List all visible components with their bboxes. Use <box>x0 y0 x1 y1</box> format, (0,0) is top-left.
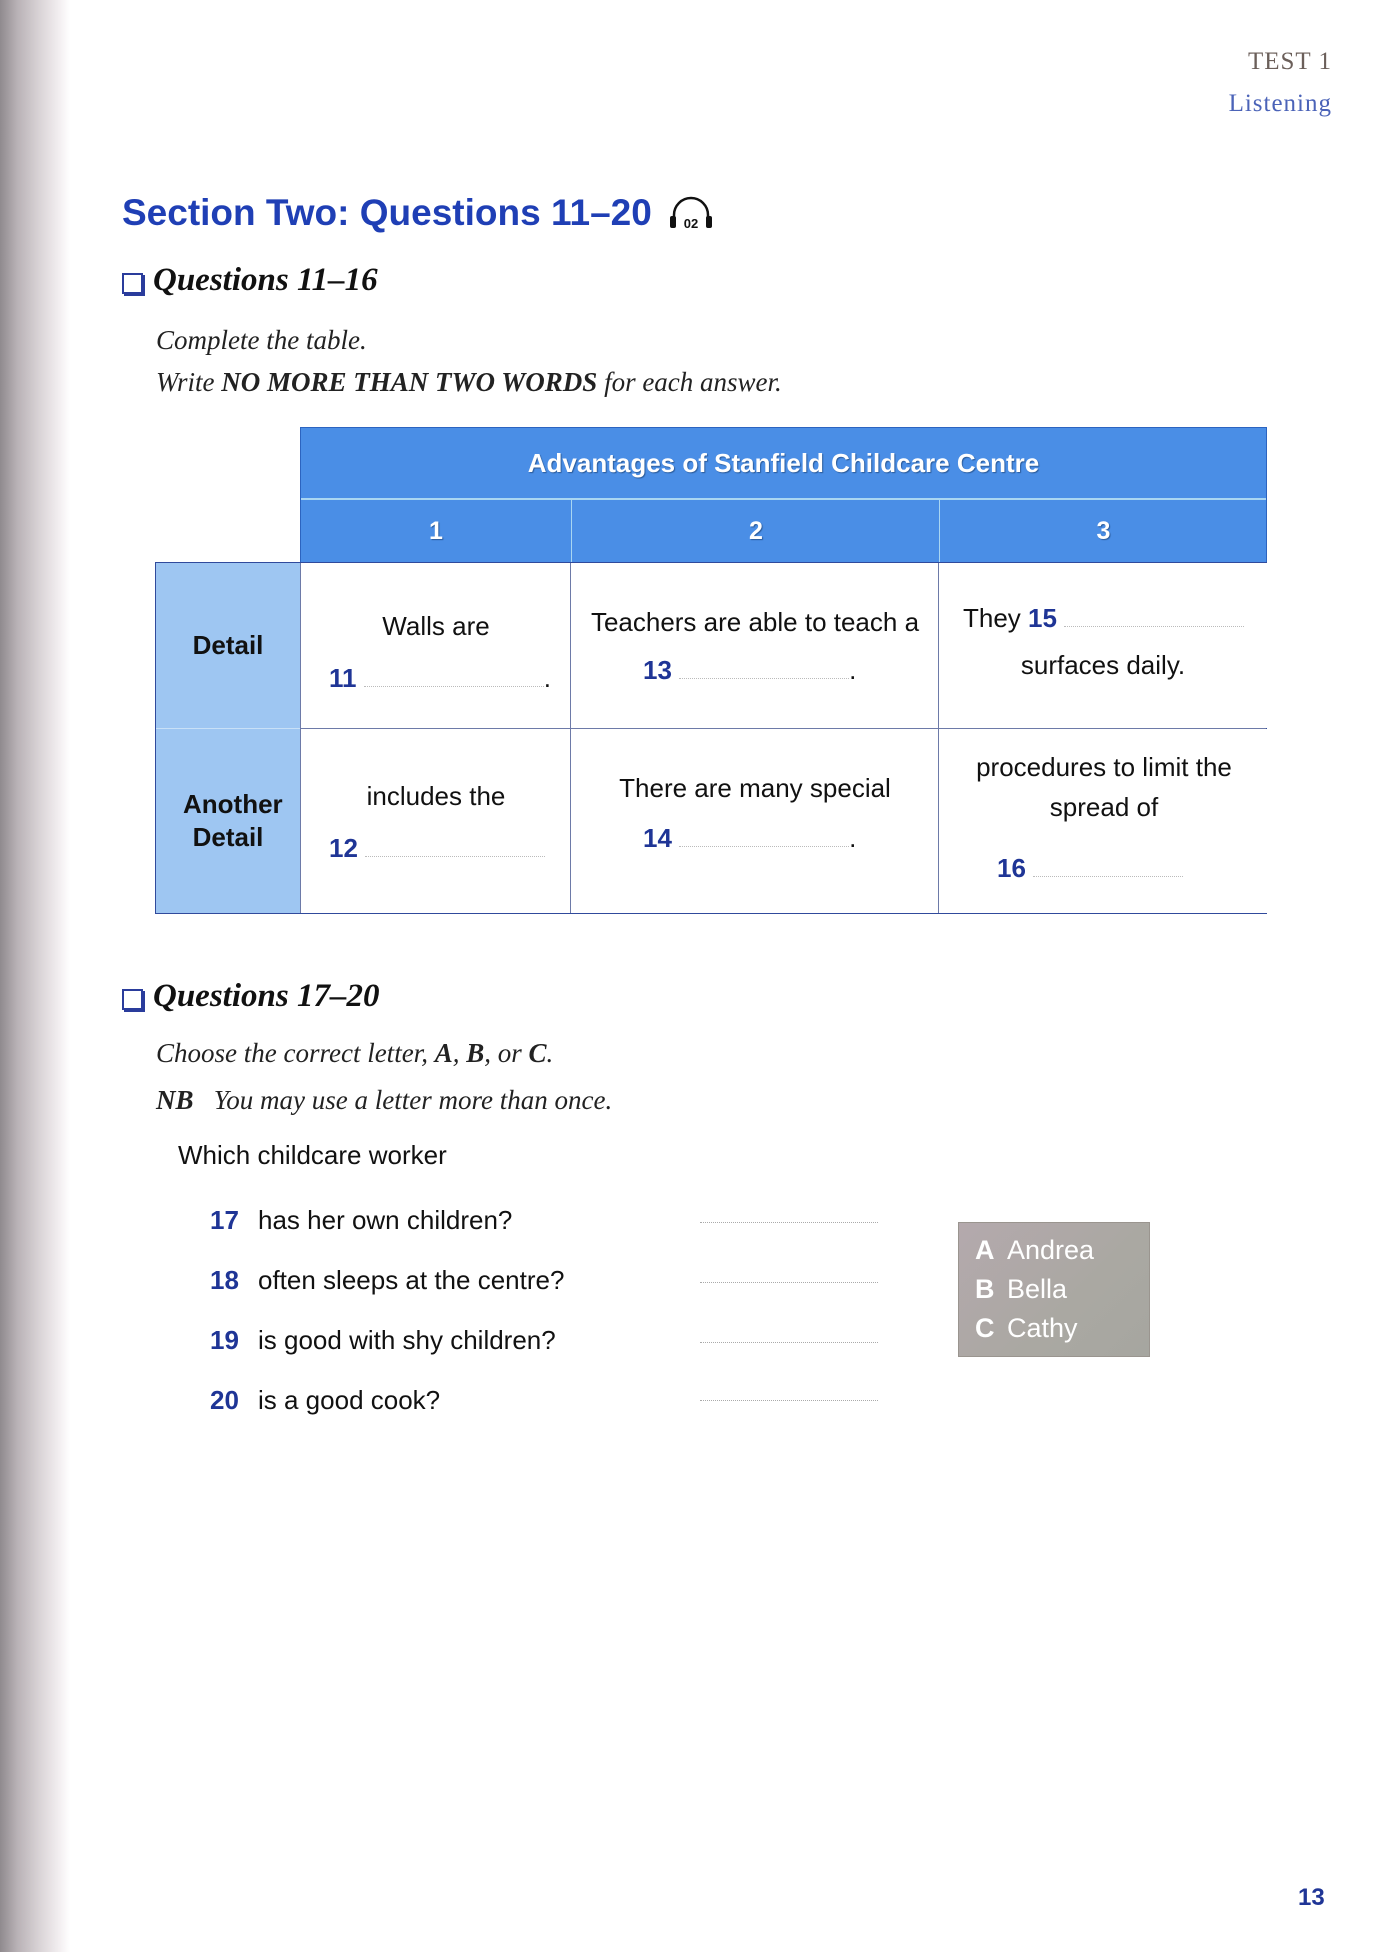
table-body <box>155 562 1267 914</box>
question-20: 20 is a good cook? <box>210 1385 441 1415</box>
question-19: 19 is good with shy children? <box>210 1325 556 1355</box>
row-header-detail: Detail <box>156 563 300 729</box>
answer-line-17[interactable] <box>700 1222 878 1223</box>
column-header-3: 3 <box>939 500 1267 563</box>
question-17: 17 has her own children? <box>210 1205 513 1235</box>
svg-text:02: 02 <box>683 216 699 231</box>
table-header <box>300 427 1267 564</box>
test-label: TEST 1 <box>1247 48 1332 75</box>
column-header-2: 2 <box>571 500 940 563</box>
question-18: 18 often sleeps at the centre? <box>210 1265 565 1295</box>
table-cell-1-1: Walls are 11 . <box>300 563 571 728</box>
section-label: Listening <box>1228 90 1332 117</box>
headphones-icon[interactable] <box>668 195 714 231</box>
section-title-text: Section Two: Questions 11–20 <box>122 192 652 233</box>
option-b: B Bella <box>975 1274 1068 1304</box>
answer-blank-16[interactable] <box>1033 875 1183 877</box>
answer-line-19[interactable] <box>700 1342 878 1343</box>
book-spine-shadow <box>0 0 70 1952</box>
heading-text: Questions 17–20 <box>153 978 380 1014</box>
answer-blank-14[interactable] <box>679 845 849 847</box>
option-a: A Andrea <box>975 1235 1095 1265</box>
answer-blank-11[interactable] <box>364 685 544 687</box>
table-title: Advantages of Stanfield Childcare Centre <box>301 428 1266 500</box>
table-cell-2-2: There are many special 14 . <box>570 729 939 913</box>
questions-17-20-heading <box>122 978 379 1015</box>
heading-text: Questions 11–16 <box>153 262 378 298</box>
checkbox-icon <box>122 989 143 1010</box>
option-c: C Cathy <box>975 1313 1078 1343</box>
page-number: 13 <box>1298 1884 1325 1911</box>
answer-line-18[interactable] <box>700 1282 878 1283</box>
table-cell-1-2: Teachers are able to teach a 13 . <box>570 563 939 728</box>
row-header-another-detail: Another Detail <box>156 729 300 913</box>
section-title <box>122 192 714 234</box>
answer-line-20[interactable] <box>700 1400 878 1401</box>
column-header-1: 1 <box>429 517 443 545</box>
answer-blank-12[interactable] <box>365 855 545 857</box>
answer-blank-13[interactable] <box>679 677 849 679</box>
answer-blank-15[interactable] <box>1064 625 1244 627</box>
table-cell-1-3: They 15 surfaces daily. <box>938 563 1267 728</box>
options-box <box>958 1222 1150 1357</box>
question-stem: Which childcare worker <box>178 1140 447 1170</box>
instruction-choose-letter: Choose the correct letter, A, B, or C. <box>156 1038 554 1068</box>
table-cell-2-1: includes the 12 <box>300 729 571 913</box>
instruction-complete-table: Complete the table. <box>156 325 367 355</box>
instruction-word-limit: Write NO MORE THAN TWO WORDS for each answer. <box>156 367 782 397</box>
questions-11-16-heading <box>122 262 378 299</box>
table-cell-2-3: procedures to limit the spread of 16 <box>938 729 1267 913</box>
instruction-nb: NB You may use a letter more than once. <box>156 1085 613 1115</box>
checkbox-icon <box>122 273 143 294</box>
